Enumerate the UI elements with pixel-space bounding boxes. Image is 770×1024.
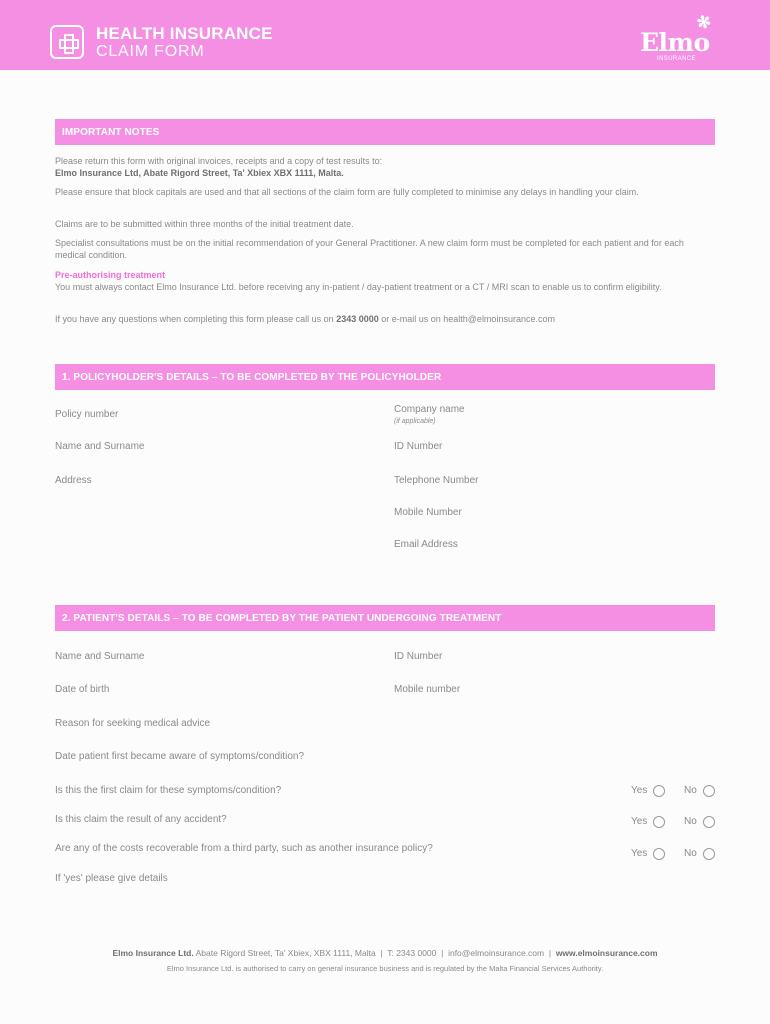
email-field[interactable]: Email Address	[394, 539, 458, 550]
reason-field[interactable]: Reason for seeking medical advice	[55, 718, 211, 729]
questions-suffix: or e-mail us on health@elmoinsurance.com	[381, 314, 555, 324]
brand-logo-subtitle: INSURANCE	[657, 56, 696, 62]
form-title: HEALTH INSURANCE	[96, 24, 273, 43]
accident-yes-label: Yes	[631, 816, 648, 827]
important-notes-heading: IMPORTANT NOTES	[55, 119, 715, 145]
symptom-date-field[interactable]: Date patient first became aware of symptoms/condition?	[55, 751, 305, 762]
footer-company: Elmo Insurance Ltd.	[112, 948, 194, 958]
contact-phone[interactable]: 2343 0000	[336, 314, 379, 324]
preauth-heading: Pre-authorising treatment	[55, 270, 166, 280]
policyholder-section-heading: 1. POLICYHOLDER'S DETAILS – TO BE COMPLETED BY THE POLICYHOLDER	[55, 364, 715, 390]
block-capitals-note: Please ensure that block capitals are used and that all sections of the claim form are fully completed to minimise any delays in handling your claim.	[55, 187, 639, 197]
third-party-no-label: No	[684, 848, 697, 859]
footer-separator: |	[378, 948, 386, 958]
patient-section-heading: 2. PATIENT'S DETAILS – TO BE COMPLETED BY THE PATIENT UNDERGOING TREATMENT	[55, 605, 715, 631]
preauth-text: You must always contact Elmo Insurance Ltd. before receiving any in-patient / day-patient treatment or a CT / MRI scan to enable us to confirm eligibility.	[55, 282, 662, 292]
accident-yes-radio[interactable]	[653, 816, 665, 828]
footer-address: Abate Rigord Street, Ta' Xbiex, XBX 1111, Malta	[195, 948, 376, 958]
first-claim-yes-radio[interactable]	[653, 785, 665, 797]
footer-website-link[interactable]: www.elmoinsurance.com	[555, 948, 658, 958]
footer-phone: T: 2343 0000	[387, 948, 437, 958]
patient-id-field[interactable]: ID Number	[394, 651, 443, 662]
details-field[interactable]: If 'yes' please give details	[55, 873, 168, 884]
footer-contact	[0, 948, 770, 958]
accident-no-radio[interactable]	[703, 816, 715, 828]
form-subtitle: CLAIM FORM	[96, 43, 205, 60]
page-header	[0, 0, 770, 70]
company-name-field[interactable]: Company name	[394, 404, 465, 415]
third-party-no-radio[interactable]	[703, 848, 715, 860]
footer-email[interactable]: info@elmoinsurance.com	[448, 948, 545, 958]
accident-question: Is this claim the result of any accident?	[55, 814, 227, 825]
address-field[interactable]: Address	[55, 475, 92, 486]
footer-separator: |	[546, 948, 554, 958]
questions-prefix: If you have any questions when completing this form please call us on	[55, 314, 334, 324]
deadline-note: Claims are to be submitted within three months of the initial treatment date.	[55, 219, 354, 229]
third-party-yes-radio[interactable]	[653, 848, 665, 860]
policyholder-name-field[interactable]: Name and Surname	[55, 441, 145, 452]
policyholder-mobile-field[interactable]: Mobile Number	[394, 507, 462, 518]
accident-no-label: No	[684, 816, 697, 827]
brand-logo: Elmo	[640, 28, 710, 57]
patient-mobile-field[interactable]: Mobile number	[394, 684, 461, 695]
first-claim-no-radio[interactable]	[703, 785, 715, 797]
company-name-note: (if applicable)	[394, 418, 436, 425]
policy-number-field[interactable]: Policy number	[55, 409, 119, 420]
footer-disclaimer: Elmo Insurance Ltd. is authorised to carry on general insurance business and is regulated by the Malta Financial Services Authority.	[166, 964, 604, 973]
policyholder-id-field[interactable]: ID Number	[394, 441, 443, 452]
first-claim-no-label: No	[684, 785, 697, 796]
logo-mark-icon: ✻	[694, 11, 714, 34]
telephone-field[interactable]: Telephone Number	[394, 475, 479, 486]
specialist-note: Specialist consultations must be on the initial recommendation of your General Practitioner. A new claim form must be completed for each patient and for each medical condition.	[55, 238, 684, 260]
medical-cross-icon	[50, 25, 84, 59]
preauth-note	[55, 269, 715, 293]
return-address: Elmo Insurance Ltd, Abate Rigord Street, Ta' Xbiex XBX 1111, Malta.	[55, 168, 344, 178]
date-of-birth-field[interactable]: Date of birth	[55, 684, 110, 695]
questions-note	[55, 313, 715, 325]
third-party-question: Are any of the costs recoverable from a third party, such as another insurance policy?	[55, 843, 433, 854]
first-claim-yes-label: Yes	[631, 785, 648, 796]
return-text: Please return this form with original invoices, receipts and a copy of test results to:	[55, 156, 383, 166]
footer-separator: |	[438, 948, 446, 958]
first-claim-question: Is this the first claim for these symptoms/condition?	[55, 785, 282, 796]
patient-name-field[interactable]: Name and Surname	[55, 651, 145, 662]
third-party-yes-label: Yes	[631, 848, 648, 859]
return-instructions	[55, 155, 715, 179]
